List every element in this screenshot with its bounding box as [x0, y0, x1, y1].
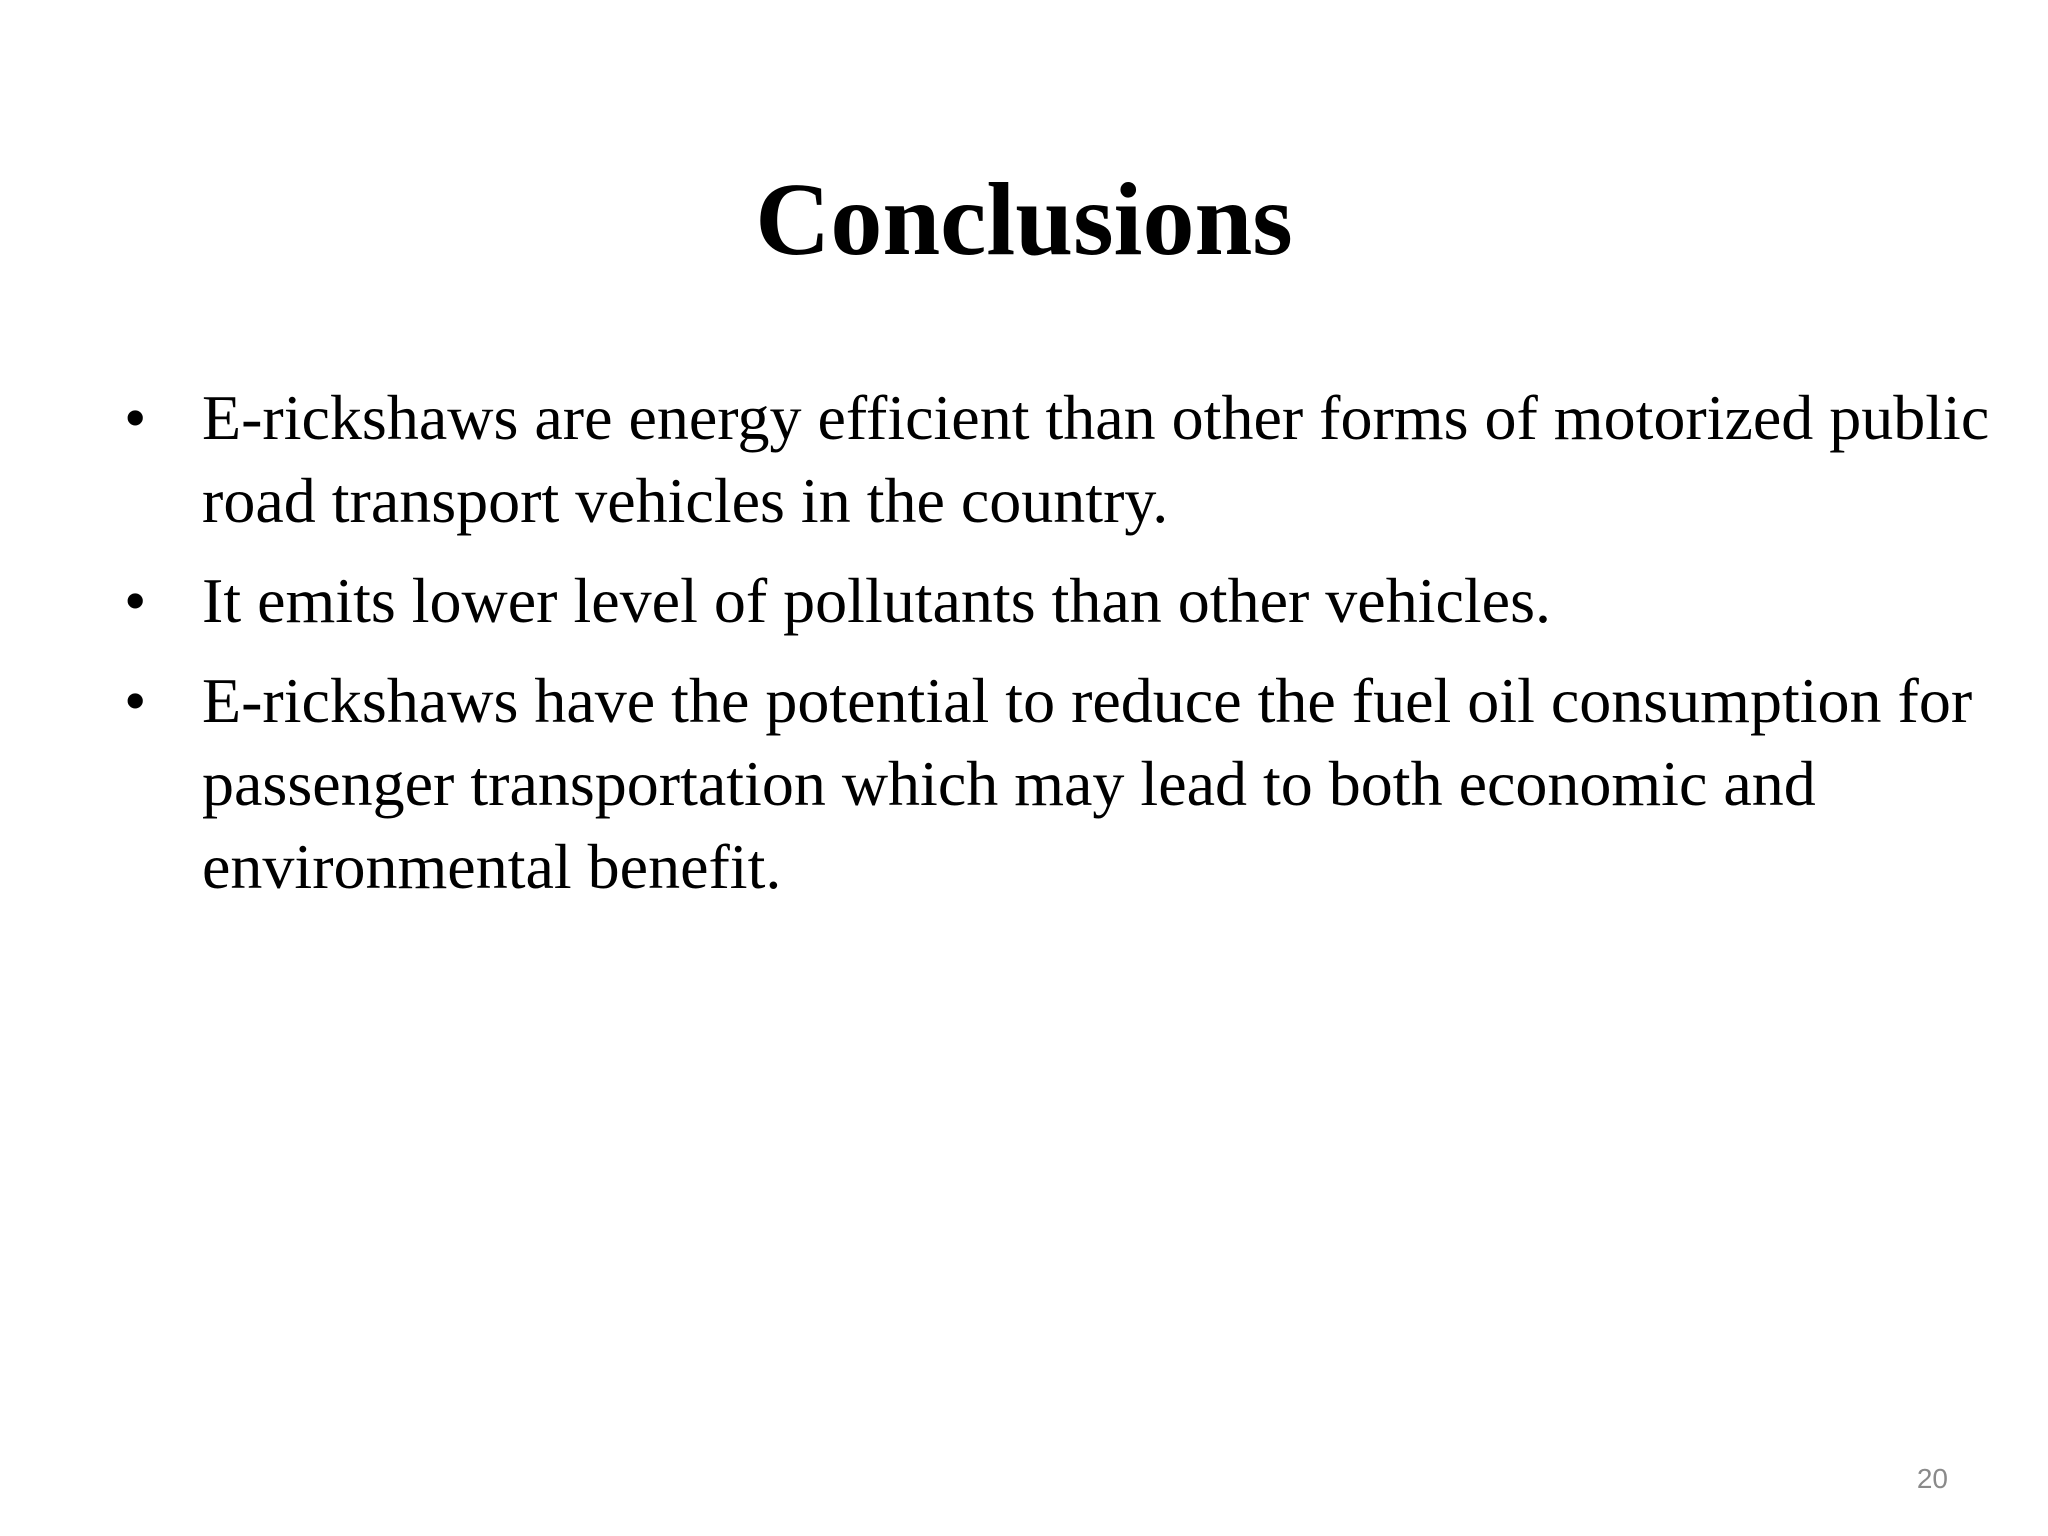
- bullet-icon: •: [124, 565, 147, 636]
- bullet-item: [118, 559, 1998, 642]
- bullet-icon: •: [124, 382, 147, 453]
- bullet-text: E-rickshaws are energy efficient than other forms of motorized public road transport vehicles in the country.: [202, 382, 1990, 536]
- page-number: 20: [1916, 1463, 1948, 1494]
- bullet-item: [118, 376, 1998, 542]
- bullet-list: [118, 376, 1998, 925]
- slide-title: Conclusions: [755, 162, 1293, 277]
- bullet-item: [118, 659, 1998, 908]
- bullet-text: E-rickshaws have the potential to reduce the fuel oil consumption for passenger transportation which may lead to both economic and environmental benefit.: [202, 665, 1973, 902]
- bullet-text: It emits lower level of pollutants than other vehicles.: [202, 565, 1551, 636]
- bullet-icon: •: [124, 665, 147, 736]
